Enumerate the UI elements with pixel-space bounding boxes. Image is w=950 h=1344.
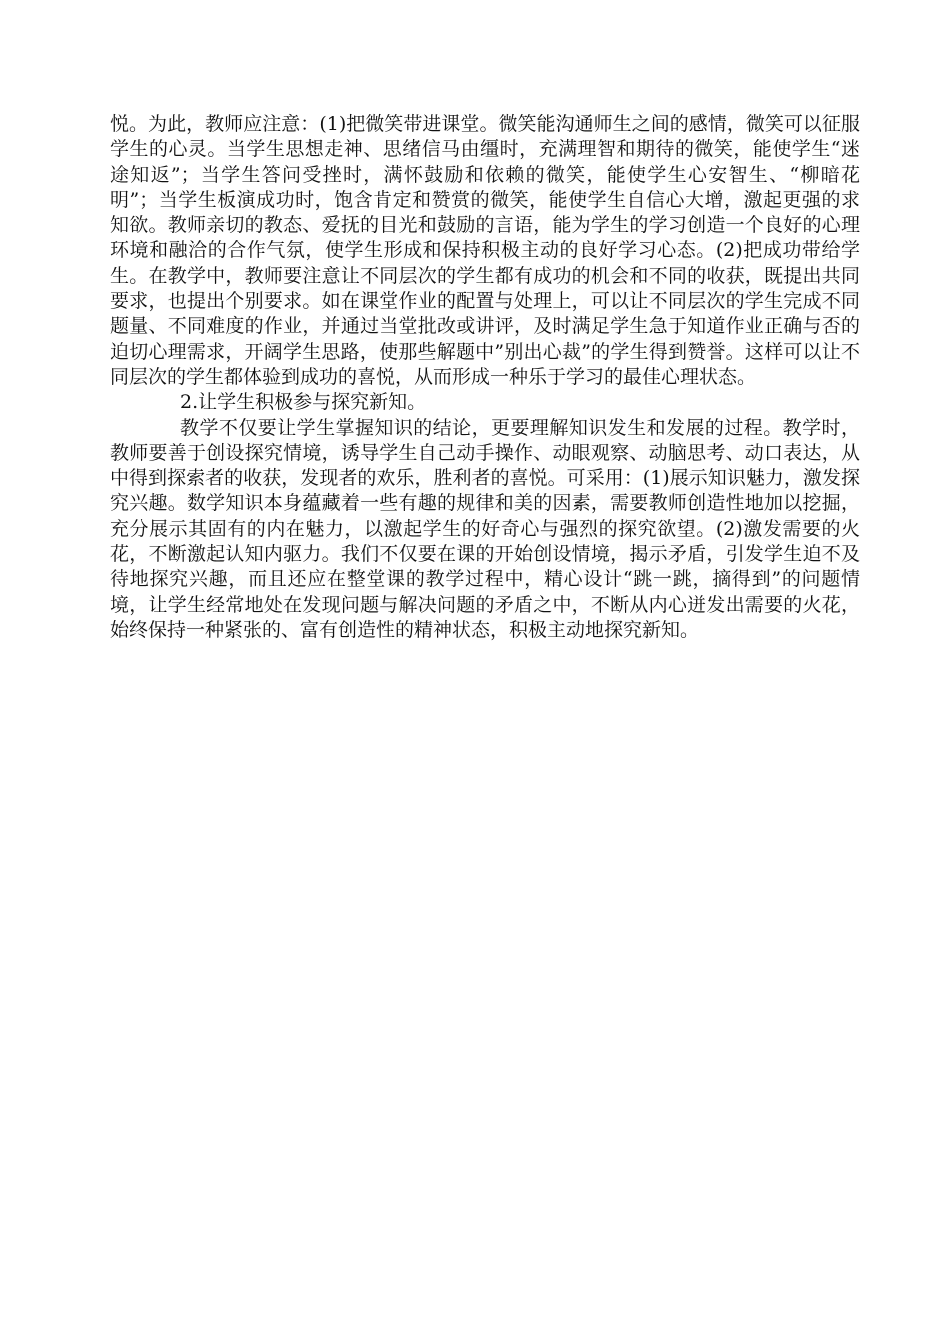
paragraph-2: 教学不仅要让学生掌握知识的结论，更要理解知识发生和发展的过程。教学时，教师要善于创设探究情境，诱导学生自己动手操作、动眼观察、动脑思考、动口表达，从中得到探索者的收获，发现者的欢乐，胜利者的喜悦。可采用：(1)展示知识魅力，激发探究兴趣。数学知识本身蕴藏着一些有趣的规律和美的因素，需要教师创造性地加以挖掘，充分展示其固有的内在魅力，以激起学生的好奇心与强烈的探究欲望。(2)激发需要的火花，不断激起认知内驱力。我们不仅要在课的开始创设情境，揭示矛盾，引发学生迫不及待地探究兴趣，而且还应在整堂课的教学过程中，精心设计“跳一跳，摘得到”的问题情境，让学生经常地处在发现问题与解决问题的矛盾之中，不断从内心迸发出需要的火花，始终保持一种紧张的、富有创造性的精神状态，积极主动地探究新知。 [110,416,860,641]
section-heading: 2.让学生积极参与探究新知。 [180,391,427,414]
paragraph-1: 悦。为此，教师应注意：(1)把微笑带进课堂。微笑能沟通师生之间的感情，微笑可以征服学生的心灵。当学生思想走神、思绪信马由缰时，充满理智和期待的微笑，能使学生“迷途知返”；当学生答问受挫时，满怀鼓励和依赖的微笑，能使学生心安智生、“柳暗花明”；当学生板演成功时，饱含肯定和赞赏的微笑，能使学生自信心大增，激起更强的求知欲。教师亲切的教态、爱抚的目光和鼓励的言语，能为学生的学习创造一个良好的心理环境和融洽的合作气氛，使学生形成和保持积极主动的良好学习心态。(2)把成功带给学生。在教学中，教师要注意让不同层次的学生都有成功的机会和不同的收获，既提出共同要求，也提出个别要求。如在课堂作业的配置与处理上，可以让不同层次的学生完成不同题量、不同难度的作业，并通过当堂批改或讲评，及时满足学生急于知道作业正确与否的迫切心理需求，开阔学生思路，使那些解题中”别出心裁”的学生得到赞誉。这样可以让不同层次的学生都体验到成功的喜悦，从而形成一种乐于学习的最佳心理状态。 [110,113,860,388]
document-page [110,112,860,643]
